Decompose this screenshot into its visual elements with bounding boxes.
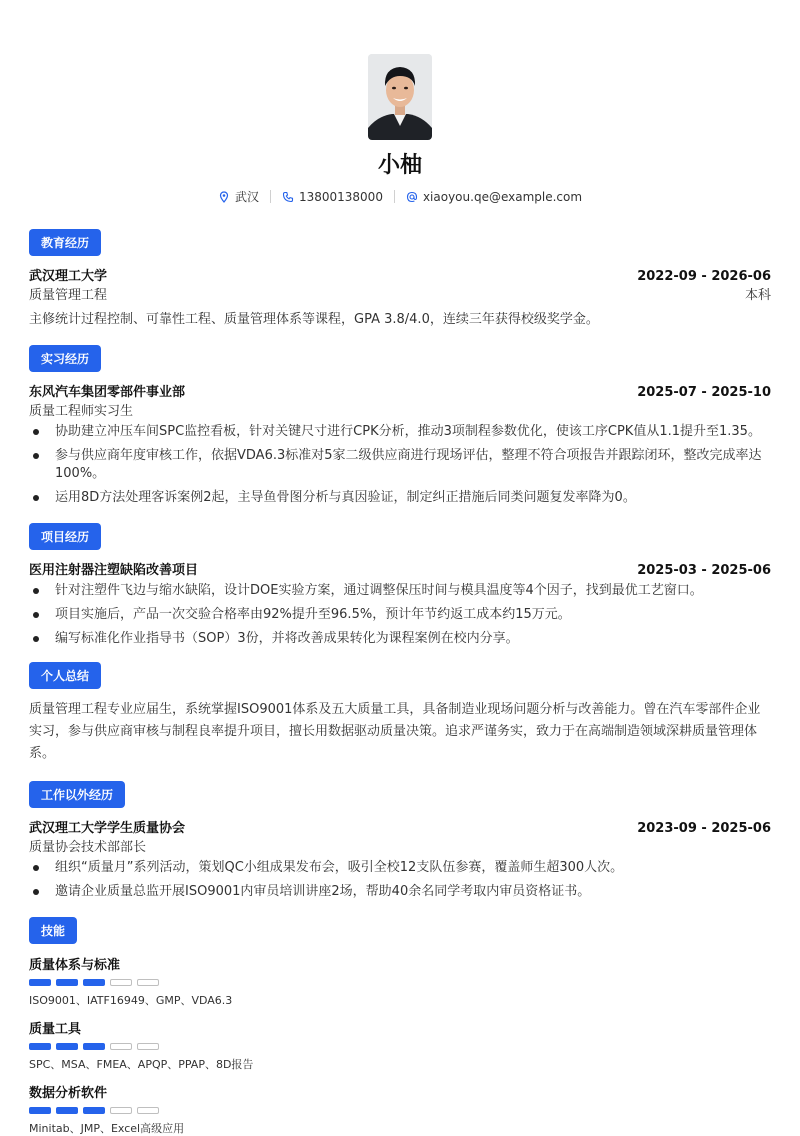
skills-list [29,954,771,1136]
skill-level-filled [56,979,78,986]
extra-bullets [29,859,771,901]
project-row [29,559,771,578]
phone-icon [282,191,294,203]
list-item: 协助建立冲压车间SPC监控看板，针对关键尺寸进行CPK分析，推动3项制程参数优化，使该工序CPK值从1.1提升至1.35。 [29,423,771,441]
project-date: 2025-03 - 2025-06 [637,563,771,578]
skill-item [29,1082,771,1136]
skill-level-filled [83,1107,105,1114]
list-item: 邀请企业质量总监开展ISO9001内审员培训讲座2场，帮助40余名同学考取内审员资格证书。 [29,883,771,901]
candidate-name: 小柚 [377,153,422,178]
section-heading-summary: 个人总结 [29,662,101,689]
skill-item [29,954,771,1008]
internship-date: 2025-07 - 2025-10 [637,385,771,400]
contact-email [395,190,593,204]
education-section [0,229,800,331]
internship-role: 质量工程师实习生 [29,404,134,419]
skill-level-filled [29,1107,51,1114]
project-name: 医用注射器注塑缺陷改善项目 [29,563,199,578]
project-section [0,523,800,648]
profile-photo [368,54,432,140]
contact-phone [271,190,394,204]
project-bullets [29,582,771,648]
skill-level-bars [29,1107,771,1114]
skill-level-filled [83,1043,105,1050]
skill-item [29,1018,771,1072]
skill-level-empty [110,1107,132,1114]
extra-role: 质量协会技术部部长 [29,840,147,855]
skill-level-empty [137,979,159,986]
skill-level-empty [137,1107,159,1114]
list-item: 参与供应商年度审核工作，依据VDA6.3标准对5家二级供应商进行现场评估，整理不符合项报告并跟踪闭环，整改完成率达100%。 [29,447,771,483]
skill-title: 质量工具 [29,1022,82,1037]
skill-level-empty [110,979,132,986]
skill-description: ISO9001、IATF16949、GMP、VDA6.3 [29,994,233,1007]
company-name: 东风汽车集团零部件事业部 [29,385,186,400]
summary-text: 质量管理工程专业应届生，系统掌握ISO9001体系及五大质量工具，具备制造业现场问题分析与改善能力。曾在汽车零部件企业实习，参与供应商审核与制程良率提升项目，擅长用数据驱动质量决策。追求严谨务实，致力于在高端制造领域深耕质量管理体系。 [29,702,761,761]
section-heading-project: 项目经历 [29,523,101,550]
location-text: 武汉 [234,190,259,204]
summary-section [0,662,800,765]
skill-level-filled [29,1043,51,1050]
internship-row [29,381,771,400]
extra-row [29,817,771,836]
skill-level-filled [56,1043,78,1050]
org-name: 武汉理工大学学生质量协会 [29,821,186,836]
phone-text[interactable]: 13800138000 [298,189,383,204]
school-name: 武汉理工大学 [29,269,108,284]
list-item: 项目实施后，产品一次交验合格率由92%提升至96.5%，预计年节约返工成本约15万元。 [29,606,771,624]
contact-bar [0,188,800,205]
portrait-illustration [368,54,432,140]
list-item: 针对注塑件飞边与缩水缺陷，设计DOE实验方案，通过调整保压时间与模具温度等4个因子，找到最优工艺窗口。 [29,582,771,600]
skill-title: 数据分析软件 [29,1086,108,1101]
internship-bullets [29,423,771,507]
education-row [29,265,771,284]
list-item: 组织“质量月”系列活动，策划QC小组成果发布会，吸引全校12支队伍参赛，覆盖师生超300人次。 [29,859,771,877]
list-item: 运用8D方法处理客诉案例2起，主导鱼骨图分析与真因验证，制定纠正措施后同类问题复发率降为0。 [29,489,771,507]
education-date: 2022-09 - 2026-06 [637,269,771,284]
extra-date: 2023-09 - 2025-06 [637,821,771,836]
degree: 本科 [744,288,771,303]
skill-description: SPC、MSA、FMEA、APQP、PPAP、8D报告 [29,1058,254,1071]
skill-level-bars [29,1043,771,1050]
skill-level-empty [137,1043,159,1050]
skill-level-filled [56,1107,78,1114]
education-description: 主修统计过程控制、可靠性工程、质量管理体系等课程，GPA 3.8/4.0，连续三年获得校级奖学金。 [29,312,599,327]
skill-description: Minitab、JMP、Excel高级应用 [29,1122,185,1135]
location-pin-icon [218,191,230,203]
contact-location [207,188,270,205]
skill-level-filled [83,979,105,986]
section-heading-extra: 工作以外经历 [29,781,125,808]
section-heading-skills: 技能 [29,917,77,944]
major: 质量管理工程 [29,288,108,303]
at-sign-icon [406,191,418,203]
list-item: 编写标准化作业指导书（SOP）3份，并将改善成果转化为课程案例在校内分享。 [29,630,771,648]
section-heading-education: 教育经历 [29,229,101,256]
skill-level-bars [29,979,771,986]
skill-level-filled [29,979,51,986]
internship-section [0,345,800,507]
email-text[interactable]: xiaoyou.qe@example.com [422,189,583,204]
resume-header [0,0,800,205]
education-subrow [29,284,771,303]
skill-level-empty [110,1043,132,1050]
section-heading-internship: 实习经历 [29,345,101,372]
extra-section [0,781,800,901]
skills-section [0,917,800,1136]
skill-title: 质量体系与标准 [29,958,121,973]
